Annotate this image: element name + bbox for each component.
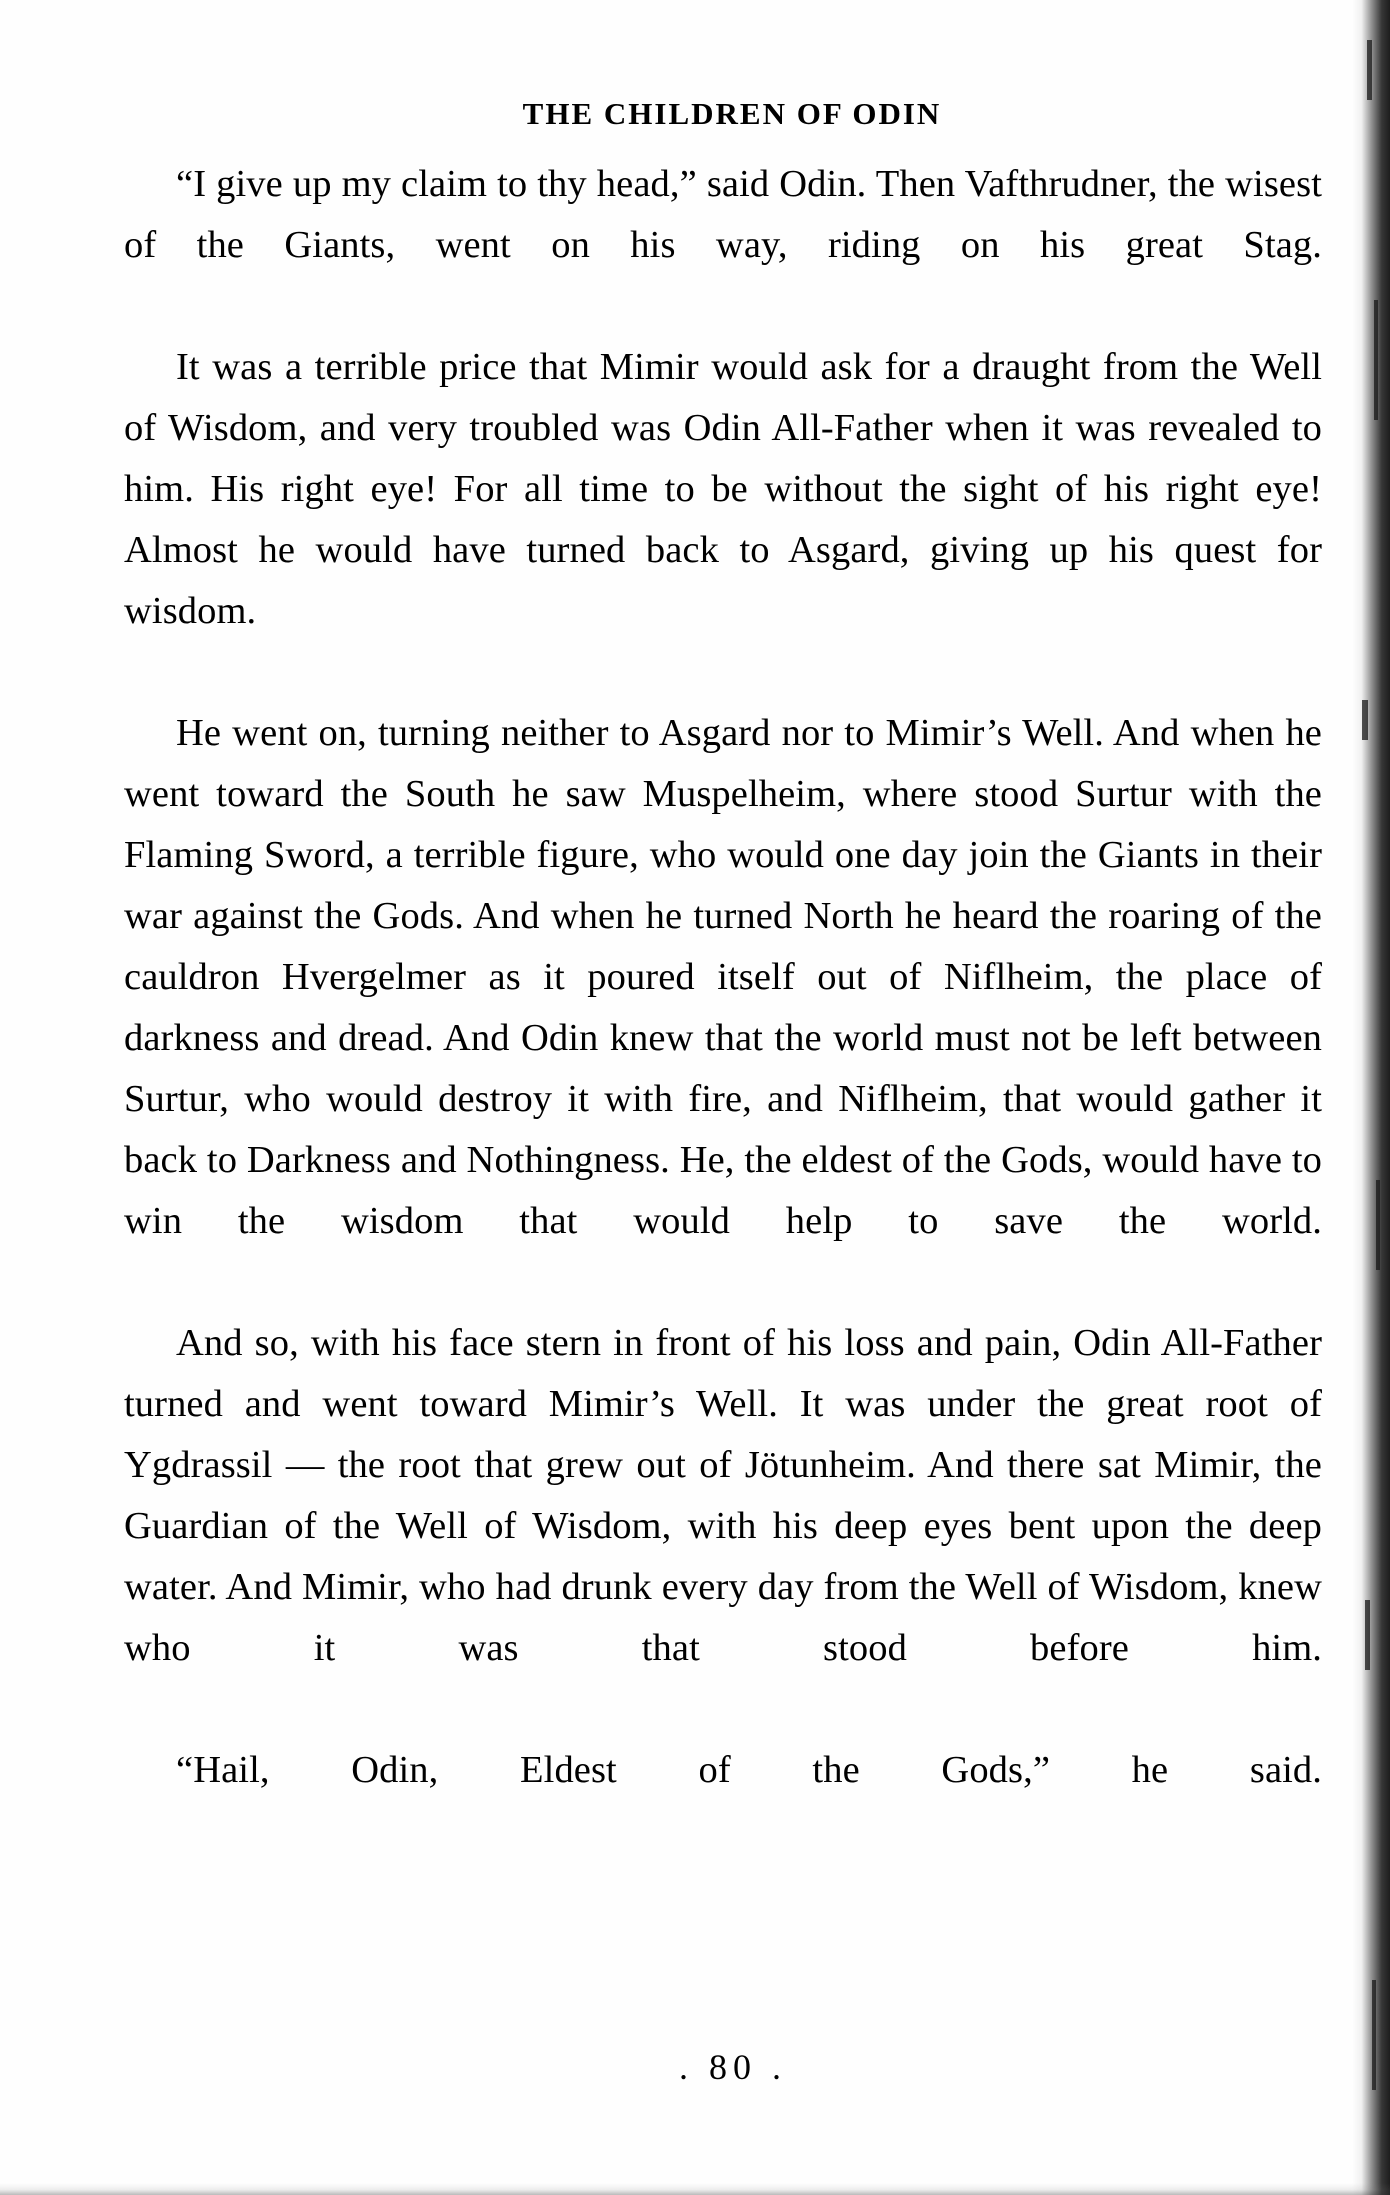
scan-edge-shadow	[1344, 0, 1390, 2195]
paragraph: “I give up my claim to thy head,” said Odin. Then Vafthrudner, the wisest of the Giants, went on his way, riding on his great Stag.	[124, 163, 1322, 266]
page-text-block	[124, 96, 1322, 2087]
scan-edge-bottom	[0, 2183, 1390, 2195]
page-number: . 80 .	[679, 2047, 787, 2087]
paragraph: And so, with his face stern in front of his loss and pain, Odin All-Father turned and went toward Mimir’s Well. It was under the great root of Ygdrassil — the root that grew out of Jötunheim. And there sat Mimir, the Guardian of the Well of Wisdom, with his deep eyes bent upon the deep water. And Mimir, who had drunk every day from the Well of Wisdom, knew who it was that stood before him.	[124, 1322, 1322, 1669]
running-head: THE CHILDREN OF ODIN	[522, 96, 942, 131]
paragraph: He went on, turning neither to Asgard nor to Mimir’s Well. And when he went toward the South he saw Muspelheim, where stood Surtur with the Flaming Sword, a terrible figure, who would one day join the Giants in their war against the Gods. And when he turned North he heard the roaring of the cauldron Hvergelmer as it poured itself out of Niflheim, the place of darkness and dread. And Odin knew that the world must not be left between Surtur, who would destroy it with fire, and Niflheim, that would gather it back to Darkness and Nothingness. He, the eldest of the Gods, would have to win the wisdom that would help to save the world.	[124, 712, 1322, 1242]
paragraph: It was a terrible price that Mimir would ask for a draught from the Well of Wisdom, and very troubled was Odin All-Father when it was revealed to him. His right eye! For all time to be without the sight of his right eye! Almost he would have turned back to Asgard, giving up his quest for wisdom.	[124, 346, 1322, 632]
paragraph: “Hail, Odin, Eldest of the Gods,” he said.	[176, 1749, 1322, 1791]
